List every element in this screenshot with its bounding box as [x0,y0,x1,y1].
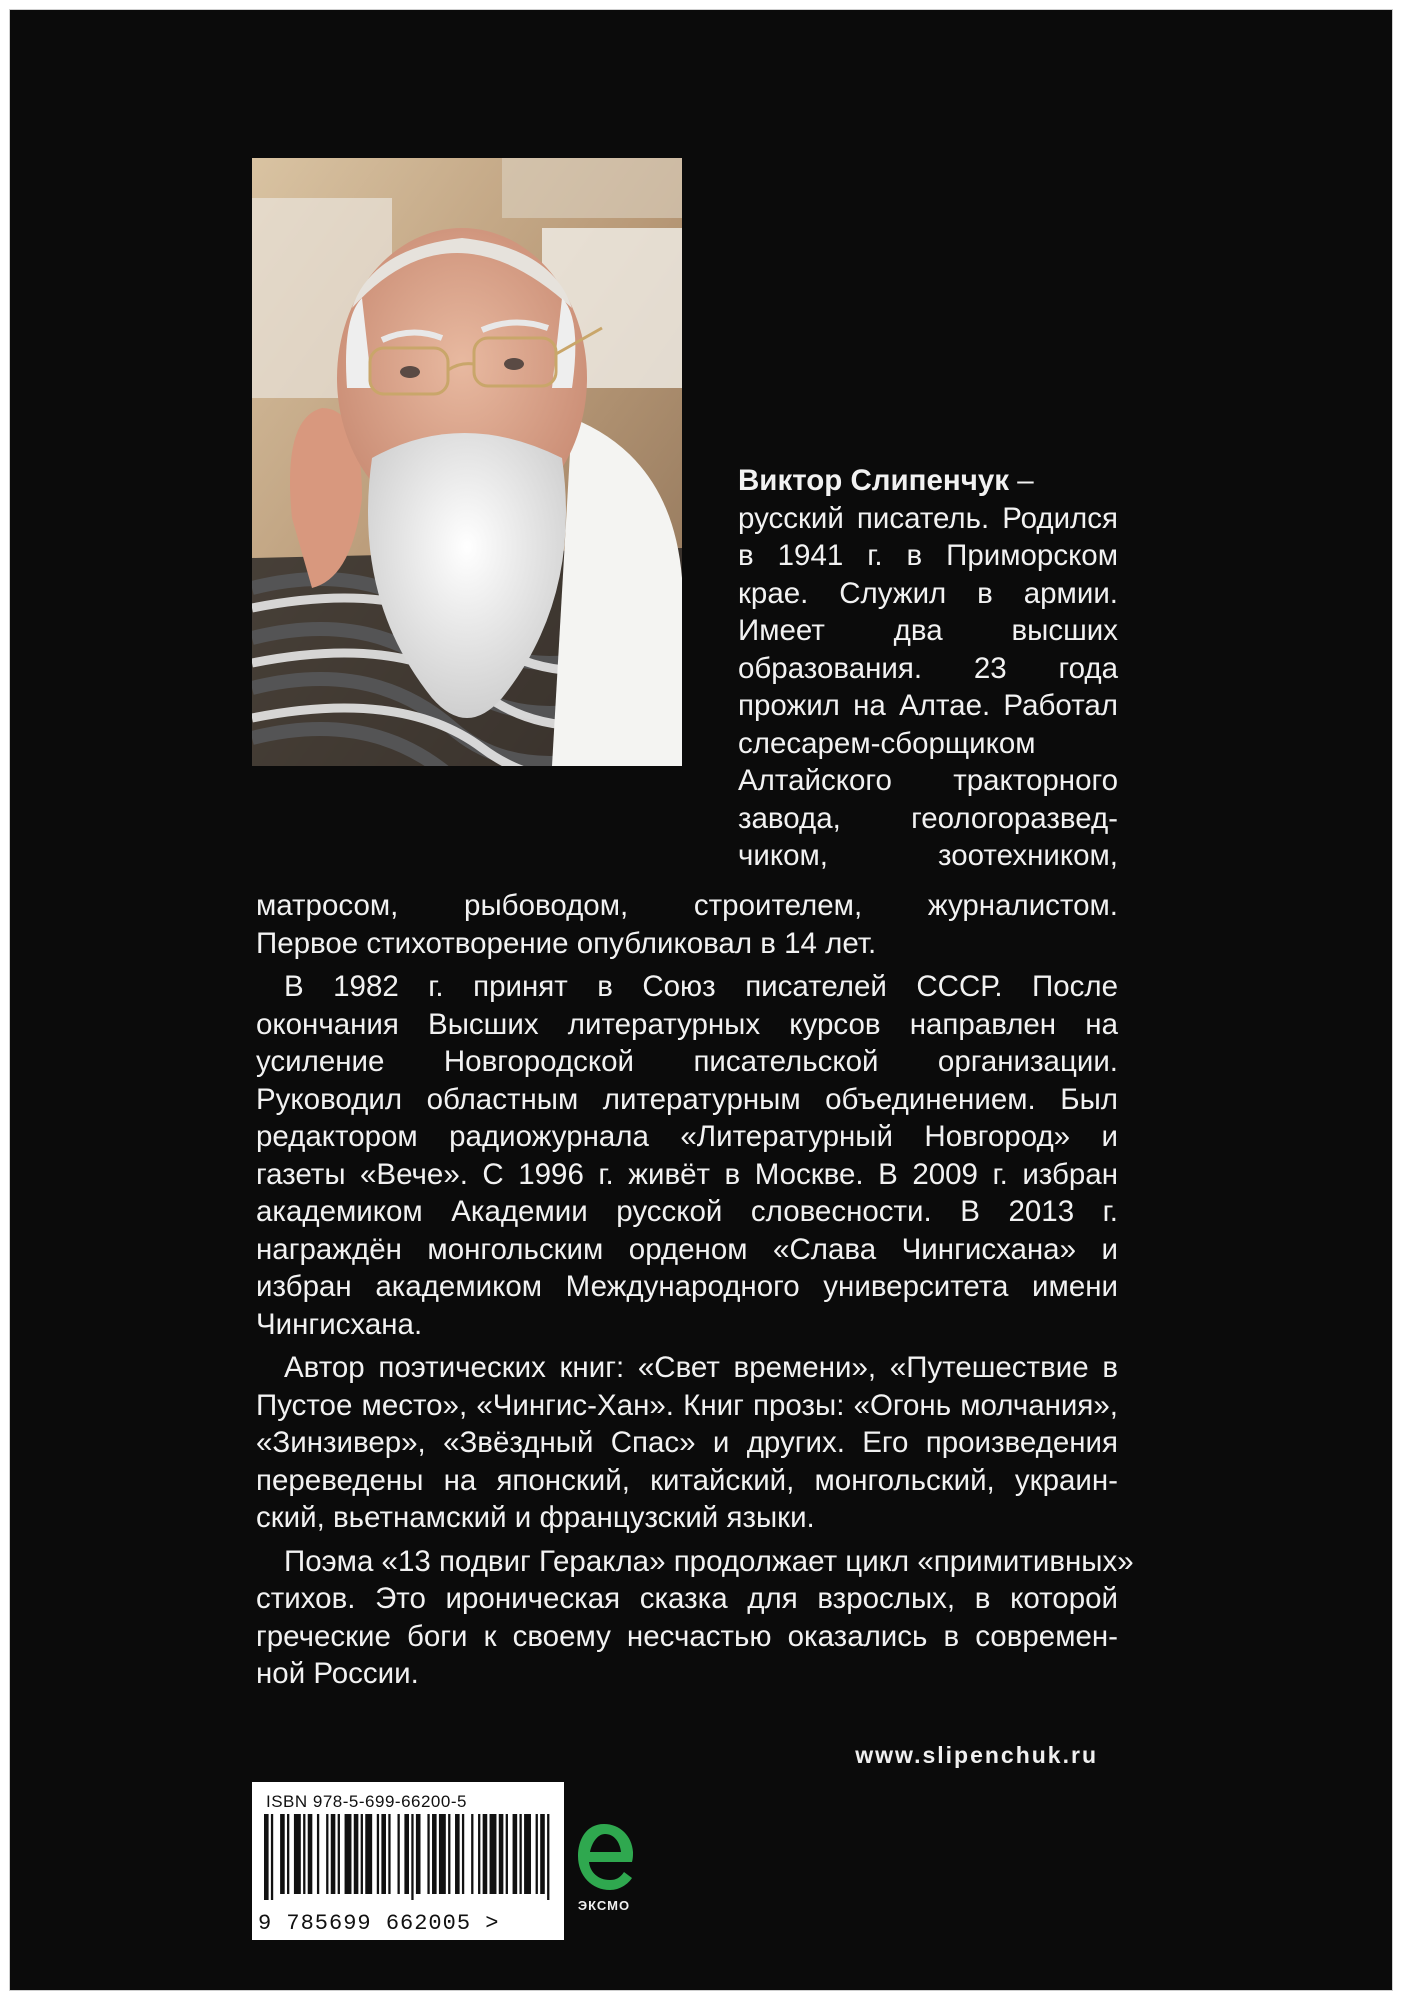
bio-line: прожил на Алтае. Работал [738,689,1118,722]
paragraph-2-line: редактором радиожурнала «Литературный Новгород» и [256,1120,1118,1153]
paragraph-2-line: Чингисхана. [256,1307,423,1341]
paragraph-2-line: В 1982 г. принят в Союз писателей СССР. После [284,970,1118,1003]
barcode-bar [471,1814,473,1894]
paragraph-2-line: избран академиком Международного университета имени [256,1270,1118,1303]
barcode-bar [331,1814,336,1894]
paragraph-3-line: ский, вьетнамский и французский языки. [256,1501,815,1534]
barcode-bar [455,1814,460,1894]
barcode-bar [294,1814,301,1894]
barcode-bar [354,1814,359,1894]
barcode-bar [397,1814,399,1894]
barcode-bar [448,1814,450,1894]
paragraph-3-line: «Зинзивер», «Звёздный Спас» и других. Его произведения [256,1426,1118,1459]
barcode-bar [416,1814,421,1894]
barcode-bar [478,1814,480,1894]
barcode-bar [524,1814,531,1894]
barcode-bar [271,1814,273,1900]
paragraph-4-line: стихов. Это ироническая сказка для взрослых, в которой [256,1582,1118,1615]
author-website[interactable]: www.slipenchuk.ru [855,1742,1098,1768]
barcode-bar [462,1814,464,1894]
barcode-bar [506,1814,508,1894]
paragraph-2-line: награждён монгольским орденом «Слава Чингисхана» и [256,1232,1118,1266]
paragraph-3-line: переведены на японский, китайский, монгольский, украин- [256,1463,1118,1497]
bio-line: Первое стихотворение опубликовал в 14 лет. [256,926,877,960]
author-heading [738,462,1118,500]
bio-line: крае. Служил в армии. [738,576,1118,610]
barcode-bar [377,1814,379,1894]
bio-line: образования. 23 года [738,651,1118,685]
isbn-barcode [252,1782,564,1940]
author-name: Виктор Слипенчук [738,464,1010,497]
publisher-logo [566,1818,642,1928]
paragraph-2-line: газеты «Вече». С 1996 г. живёт в Москве. В 2009 г. избран [256,1157,1118,1191]
barcode-bar [303,1814,305,1894]
barcode-bar [388,1814,390,1894]
paragraph-2-line: Руководил областным литературным объединением. Был [256,1082,1118,1116]
bio-line: Имеет два высших [738,614,1118,647]
barcode-bar [439,1814,446,1894]
barcode-bar [536,1814,538,1894]
book-back-cover [10,10,1392,1990]
paragraph-4-line: ной России. [256,1657,419,1690]
bio-line: слесарем-сборщиком [738,726,1036,760]
barcode-bar [361,1814,363,1894]
paragraph-2-line: усиление Новгородской писательской организации. [256,1045,1118,1078]
barcode-bar [540,1814,545,1894]
barcode-digits: 9 785699 662005 > [258,1911,500,1936]
paragraph-4-line: греческие боги к своему несчастью оказались в современ- [256,1619,1118,1653]
barcode-bar [411,1814,413,1900]
barcode-bar [308,1814,313,1894]
barcode-bar [490,1814,497,1894]
barcode-bar [326,1814,328,1894]
barcode-bar [427,1814,429,1894]
isbn-label: ISBN 978-5-699-66200-5 [266,1792,467,1811]
barcode-bar [513,1814,518,1894]
author-dash: – [1009,464,1034,497]
bio-line: в 1941 г. в Приморском [738,539,1118,572]
barcode-bar [499,1814,504,1894]
barcode-bar [547,1814,549,1900]
eksmo-e-icon [572,1818,636,1896]
author-photo [252,158,682,766]
barcode-bars [264,1814,554,1900]
barcode-bar [280,1814,285,1894]
barcode-bar [365,1814,372,1894]
bio-line: Алтайского тракторного [738,764,1118,797]
barcode-bar [287,1814,289,1894]
bio-intro [738,462,1118,875]
paragraph-2-line: окончания Высших литературных курсов направлен на [256,1007,1118,1041]
barcode-bar [338,1814,340,1894]
paragraph-3-line: Автор поэтических книг: «Свет времени», «Путешествие в [284,1351,1118,1384]
barcode-bar [317,1814,319,1894]
publisher-name: ЭКСМО [577,1898,631,1913]
barcode-bar [404,1814,409,1894]
bio-body [256,887,1134,1693]
paragraph-4-line: Поэма «13 подвиг Геракла» продолжает цикл «примитивных» [284,1544,1134,1578]
barcode-bar [519,1814,521,1894]
barcode-bar [345,1814,352,1894]
bio-line: матросом, рыбоводом, строителем, журналистом. [256,889,1118,922]
barcode-bar [483,1814,488,1894]
bio-line: завода, геологоразвед- [738,801,1118,835]
barcode-bar [381,1814,386,1894]
bio-line: русский писатель. Родился [738,501,1118,535]
barcode-bar [432,1814,437,1894]
paragraph-2-line: академиком Академии русской словесности. В 2013 г. [256,1195,1118,1228]
bio-line: чиком, зоотехником, [738,839,1118,872]
barcode-bar [264,1814,269,1900]
paragraph-3-line: Пустое место», «Чингис-Хан». Книг прозы: «Огонь молчания», [256,1388,1118,1422]
